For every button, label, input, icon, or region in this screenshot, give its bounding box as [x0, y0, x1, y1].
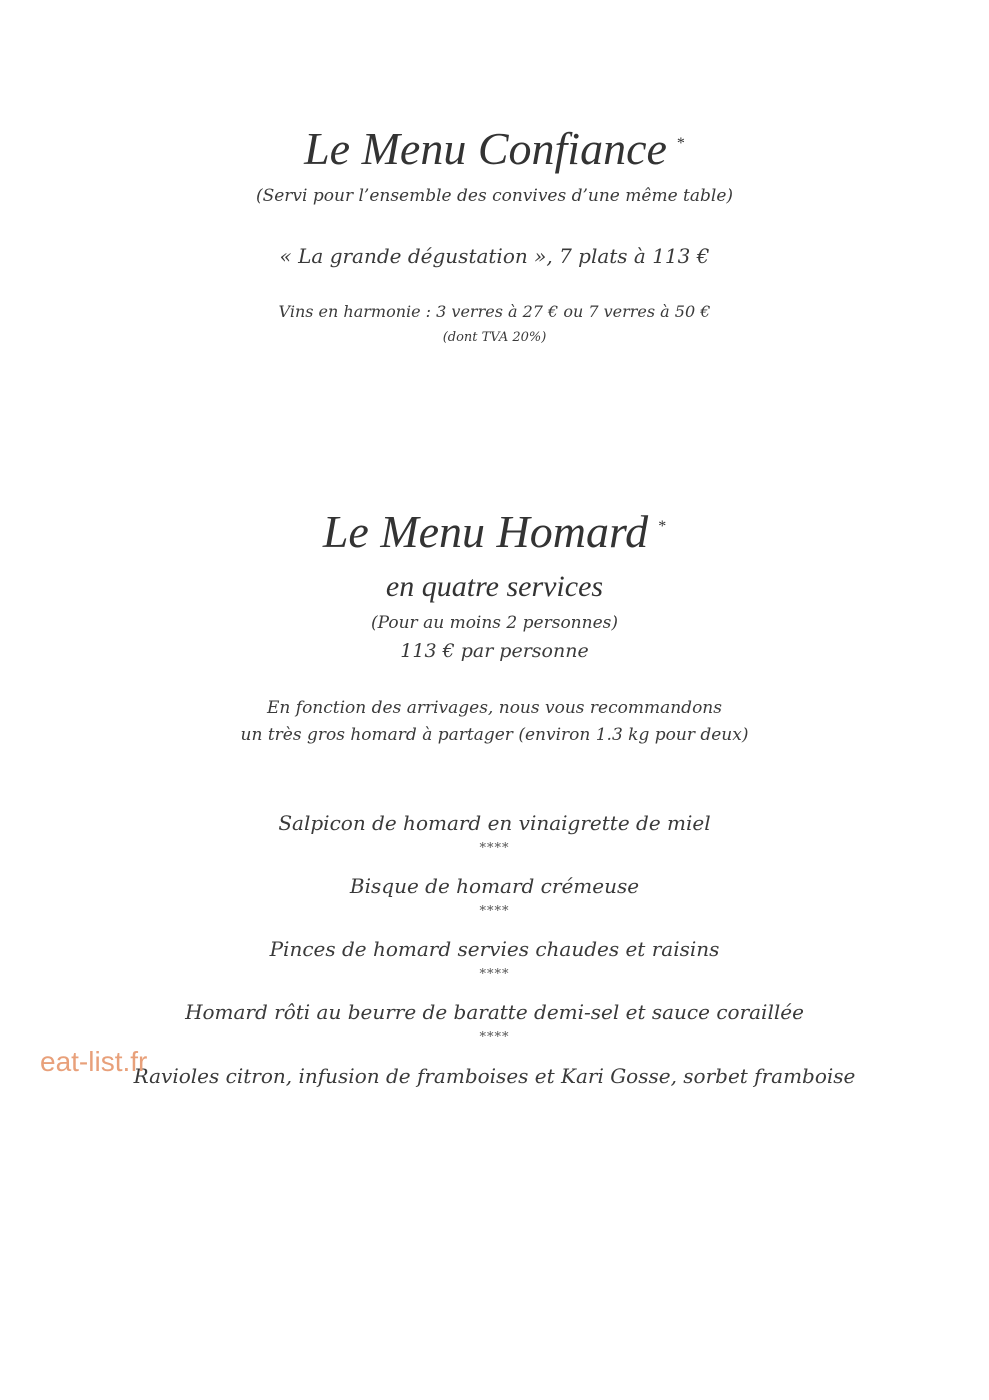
menu-homard-title-text: Le Menu Homard: [322, 506, 649, 557]
menu-confiance-title-text: Le Menu Confiance: [304, 123, 667, 174]
menu-homard-star: *: [658, 517, 667, 535]
course-separator: ****: [479, 841, 510, 856]
menu-homard-condition: (Pour au moins 2 personnes): [370, 613, 618, 633]
course-item: Bisque de homard crémeuse: [349, 874, 640, 898]
menu-confiance-wines: Vins en harmonie : 3 verres à 27 € ou 7 verres à 50 €: [278, 302, 711, 321]
course-item: Ravioles citron, infusion de framboises et Kari Gosse, sorbet framboise: [133, 1064, 856, 1088]
menu-homard-title: [0, 505, 989, 558]
menu-confiance-offer: « La grande dégustation », 7 plats à 113 €: [279, 244, 710, 268]
watermark-logo: eat-list.fr: [40, 1046, 148, 1077]
course-item: Homard rôti au beurre de baratte demi-sel et sauce coraillée: [185, 1000, 804, 1024]
course-separator: ****: [479, 1030, 510, 1045]
menu-homard-price: 113 € par personne: [400, 640, 589, 662]
menu-homard-note-line1: En fonction des arrivages, nous vous recommandons: [267, 698, 722, 718]
course-separator: ****: [479, 904, 510, 919]
menu-confiance-title: [0, 122, 989, 175]
menu-confiance-star: *: [676, 134, 685, 152]
menu-confiance-tax: (dont TVA 20%): [442, 330, 547, 345]
course-separator: ****: [479, 967, 510, 982]
menu-homard-subtitle: en quatre services: [385, 570, 604, 603]
course-item: Salpicon de homard en vinaigrette de miel: [278, 811, 711, 835]
course-item: Pinces de homard servies chaudes et raisins: [269, 937, 720, 961]
menu-homard-note-line2: un très gros homard à partager (environ 1.3 kg pour deux): [240, 725, 749, 745]
menu-confiance-subtitle: (Servi pour l’ensemble des convives d’une même table): [255, 186, 734, 206]
